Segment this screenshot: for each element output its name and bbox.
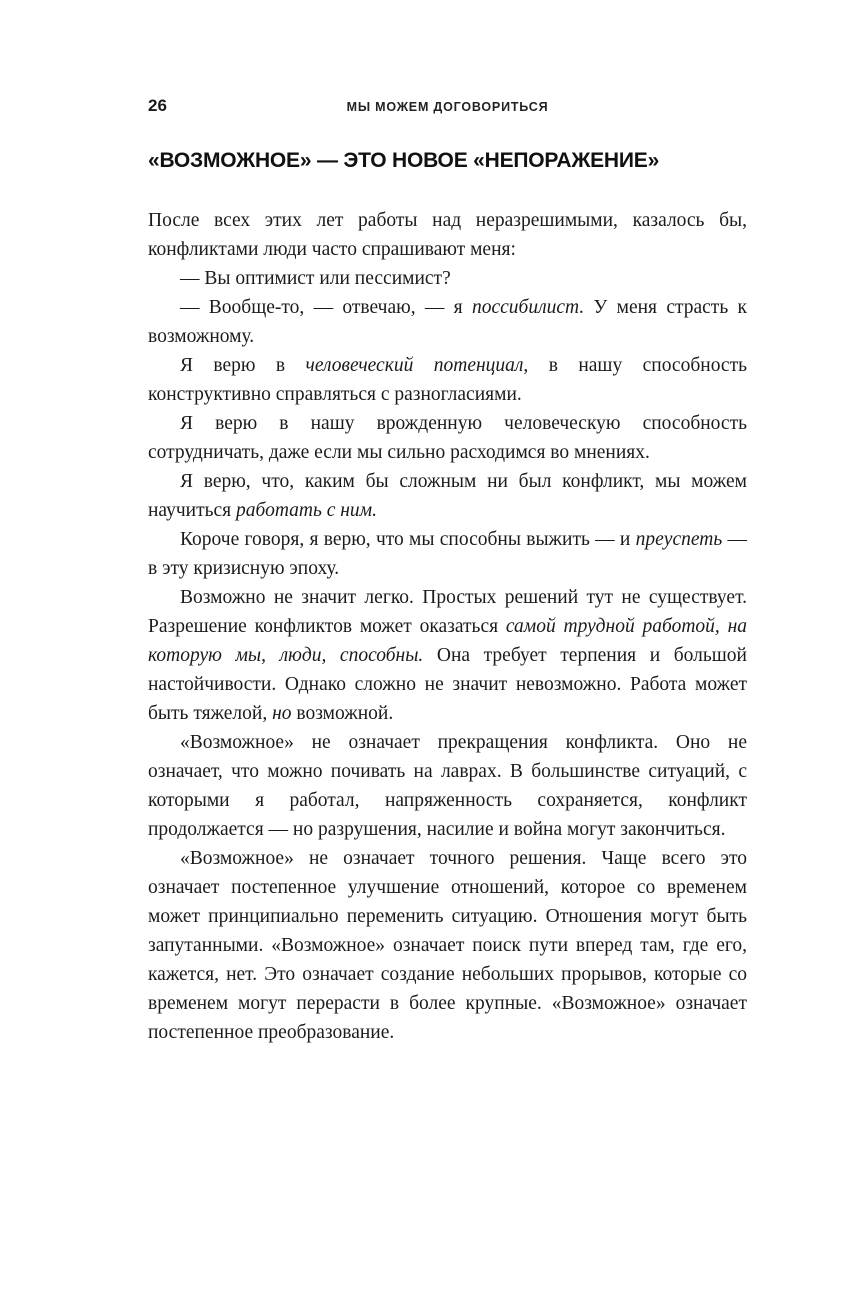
text-run: — Вы оптимист или пессимист? <box>180 268 451 289</box>
paragraph <box>148 525 747 583</box>
text-run: Короче говоря, я верю, что мы способны выжить — и <box>180 529 636 550</box>
chapter-heading: «ВОЗМОЖНОЕ» — ЭТО НОВОЕ «НЕПОРАЖЕНИЕ» <box>148 149 660 172</box>
text-run: в нашу способность конструктивно справляться с разногласиями. <box>148 355 747 405</box>
paragraph <box>148 351 747 409</box>
running-head: МЫ МОЖЕМ ДОГОВОРИТЬСЯ <box>346 100 549 114</box>
italic-run: работать с ним. <box>236 500 377 521</box>
paragraph <box>148 467 747 525</box>
text-run: Она требует терпения и большой настойчивости. Однако сложно не значит невозможно. Работа может быть тяжелой, <box>148 645 747 724</box>
text-run: возможной. <box>291 703 394 724</box>
paragraph <box>148 206 747 264</box>
text-run: Возможно не значит легко. Простых решений тут не существует. Разрешение конфликтов может оказаться <box>148 587 747 637</box>
text-run: — Вообще-то, — отвечаю, — я <box>180 297 472 318</box>
italic-run: но <box>272 703 292 724</box>
paragraph <box>148 844 747 1047</box>
body-text <box>148 206 747 1047</box>
text-run: «Возможное» не означает прекращения конфликта. Оно не означает, что можно почивать на лаврах. В большинстве ситуаций, с которыми я работал, напряженность сохраняется, конфликт продолжается — но разрушения, насилие и война могут закончиться. <box>148 732 747 840</box>
page-header <box>148 96 747 118</box>
italic-run: поссибилист. <box>471 297 585 318</box>
text-run: Я верю в <box>180 355 306 376</box>
text-run: «Возможное» не означает точного решения. Чаще всего это означает постепенное улучшение отношений, которое со временем может принципиально переменить ситуацию. Отношения могут быть запутанными. «Возможное» означает поиск пути вперед там, где его, кажется, нет. Это означает создание небольших прорывов, которые со временем могут перерасти в более крупные. «Возможное» означает постепенное преобразование. <box>148 848 747 1043</box>
paragraph <box>148 583 747 728</box>
paragraph <box>148 293 747 351</box>
text-run: — в эту кризисную эпоху. <box>148 529 747 579</box>
italic-run: человеческий потенциал, <box>305 355 529 376</box>
italic-run: самой трудной работой, на которую мы, люди, способны. <box>148 616 747 666</box>
text-run: У меня страсть к возможному. <box>148 297 747 347</box>
text-run: После всех этих лет работы над неразрешимыми, казалось бы, конфликтами люди часто спрашивают меня: <box>148 210 747 260</box>
paragraph <box>148 264 747 293</box>
paragraph <box>148 409 747 467</box>
page-number: 26 <box>148 96 167 115</box>
italic-run: преуспеть <box>635 529 723 550</box>
text-run: Я верю в нашу врожденную человеческую способность сотрудничать, даже если мы сильно расходимся во мнениях. <box>148 413 747 463</box>
text-run: Я верю, что, каким бы сложным ни был конфликт, мы можем научиться <box>148 471 747 521</box>
paragraph <box>148 728 747 844</box>
